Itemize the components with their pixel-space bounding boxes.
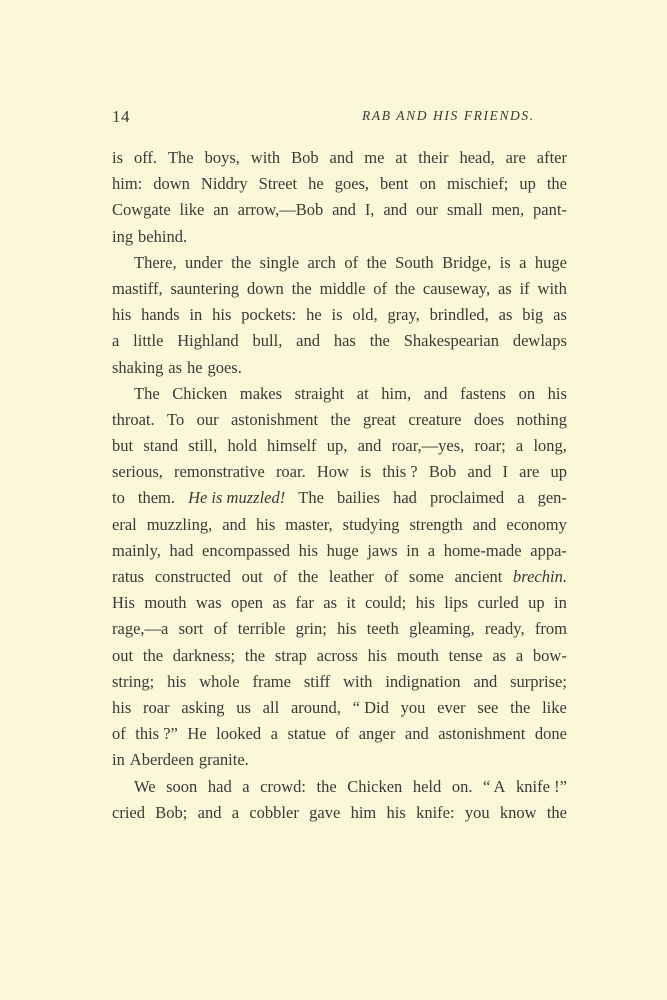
word: on xyxy=(419,174,436,194)
word: and xyxy=(357,436,382,456)
word: mouth xyxy=(144,593,187,613)
word: across xyxy=(316,645,358,665)
word: teeth xyxy=(366,619,399,639)
word: in xyxy=(406,540,420,560)
word: roar,—yes, xyxy=(391,436,465,456)
word: the xyxy=(366,252,387,272)
word: Street xyxy=(258,174,298,194)
word: his xyxy=(256,514,276,534)
word: men, xyxy=(491,200,525,220)
word: Highland xyxy=(177,331,239,351)
word: after xyxy=(536,148,567,167)
word: and xyxy=(473,671,498,691)
word: Bob xyxy=(428,462,457,482)
word: a xyxy=(231,802,240,822)
word: Cowgate xyxy=(112,200,171,220)
word: he xyxy=(306,305,322,325)
word: Bridge, xyxy=(442,252,492,272)
text-line xyxy=(112,747,567,773)
text-line xyxy=(112,485,567,511)
word: like xyxy=(542,697,567,717)
word: ancient xyxy=(454,567,503,586)
word: stiff xyxy=(303,671,331,691)
word: He xyxy=(187,724,207,744)
word: of xyxy=(373,278,388,298)
word: Chicken xyxy=(172,383,228,403)
word: middle xyxy=(319,278,366,298)
word: bow- xyxy=(532,645,567,665)
word: him xyxy=(350,802,377,822)
word: still, xyxy=(188,436,218,456)
word: a xyxy=(515,436,524,456)
text-line xyxy=(112,302,567,328)
word: causeway, xyxy=(422,278,491,298)
word: darkness; xyxy=(172,645,236,665)
word: sort xyxy=(178,619,204,639)
word: a xyxy=(242,776,250,796)
word: Chicken xyxy=(347,776,403,796)
word: the xyxy=(546,802,567,822)
word: had xyxy=(393,488,417,508)
word: at xyxy=(356,383,369,403)
word: cobbler xyxy=(249,802,299,822)
word: remonstrative xyxy=(174,462,265,482)
word: master, xyxy=(285,514,333,534)
word: down xyxy=(153,174,190,194)
word: goes, xyxy=(334,174,370,194)
word: up xyxy=(550,462,567,482)
word: bailies xyxy=(336,488,381,508)
text-line xyxy=(112,564,567,590)
word: had xyxy=(169,540,194,560)
word: them. xyxy=(137,488,176,508)
word: and xyxy=(329,148,354,167)
word: off. xyxy=(133,148,158,167)
text-line xyxy=(112,224,567,250)
word: constructed xyxy=(154,567,231,586)
word: know xyxy=(499,802,537,822)
word: up xyxy=(519,174,536,194)
text-line xyxy=(112,328,567,354)
word: strap xyxy=(274,645,307,665)
word: and xyxy=(472,514,497,534)
word: as xyxy=(497,278,512,298)
word: with xyxy=(250,148,281,167)
word: his xyxy=(112,305,132,325)
word: has xyxy=(333,331,356,351)
word: all xyxy=(262,697,280,717)
word: his xyxy=(547,383,567,403)
word: jaws xyxy=(367,540,398,560)
word: small xyxy=(446,200,483,220)
word: ready, xyxy=(484,619,525,639)
word: his xyxy=(367,645,387,665)
word: straight xyxy=(294,383,345,403)
word: mastiff, xyxy=(112,278,163,298)
word: down xyxy=(247,278,284,298)
word: gleaming, xyxy=(409,619,475,639)
word: out xyxy=(112,645,134,665)
word: The xyxy=(167,148,194,167)
word: a xyxy=(112,331,120,351)
word: hands xyxy=(141,305,180,325)
word: I xyxy=(502,462,508,482)
word: is xyxy=(331,305,343,325)
text-line xyxy=(112,590,567,616)
word: to xyxy=(112,488,125,508)
word: as xyxy=(498,305,513,325)
word: does xyxy=(473,409,505,429)
word: His xyxy=(112,593,135,613)
word: bull, xyxy=(252,331,283,351)
word: fastens xyxy=(460,383,506,403)
word: like xyxy=(179,200,205,220)
word: a xyxy=(519,252,527,272)
word: How xyxy=(316,462,349,482)
word: see xyxy=(477,697,499,717)
word: the xyxy=(330,409,351,429)
word: South xyxy=(395,252,434,272)
word: some xyxy=(409,567,444,586)
word: the xyxy=(316,776,337,796)
word: a xyxy=(515,645,524,665)
running-head xyxy=(112,107,567,131)
word: anger xyxy=(358,724,396,744)
word: head, xyxy=(459,148,495,167)
word: in xyxy=(189,305,203,325)
word: pant- xyxy=(533,200,567,220)
text-line xyxy=(112,721,567,747)
word: appa- xyxy=(530,540,567,560)
body-text xyxy=(112,145,567,826)
word: his xyxy=(167,671,187,691)
page-number: 14 xyxy=(112,107,130,126)
text-line xyxy=(112,433,567,459)
word: and xyxy=(383,200,408,220)
word: dewlaps xyxy=(512,331,567,351)
word: proclaimed xyxy=(429,488,505,508)
word: Bob; xyxy=(155,802,188,822)
word: mouth xyxy=(396,645,439,665)
text-line xyxy=(112,512,567,538)
word: you xyxy=(400,697,426,717)
text-line xyxy=(112,381,567,407)
word: looked xyxy=(216,724,262,744)
word: muzzling, xyxy=(146,514,213,534)
word: gray, xyxy=(387,305,420,325)
word: strength xyxy=(409,514,463,534)
word: ratus xyxy=(112,567,145,586)
word: little xyxy=(133,331,164,351)
word: us xyxy=(236,697,251,717)
word: and xyxy=(404,724,429,744)
word: are xyxy=(519,462,540,482)
word: old, xyxy=(352,305,378,325)
word: pockets: xyxy=(241,305,297,325)
word: he xyxy=(308,174,324,194)
word: throat. xyxy=(112,409,155,429)
word: tense xyxy=(448,645,483,665)
word: statue xyxy=(287,724,326,744)
word: this ?” xyxy=(135,724,178,744)
word: rage,—a xyxy=(112,619,169,639)
text-line xyxy=(112,197,567,223)
word: I, xyxy=(364,200,375,220)
text-line xyxy=(112,145,567,171)
word: arrow,—Bob xyxy=(237,200,324,220)
word: “ A xyxy=(483,776,506,796)
word: eral xyxy=(112,514,137,534)
word: up xyxy=(528,593,545,613)
word: himself xyxy=(267,436,317,456)
word: his xyxy=(386,802,406,822)
word: the xyxy=(231,252,252,272)
word: bent xyxy=(380,174,409,194)
word: granite. xyxy=(198,750,249,770)
word: at xyxy=(395,148,408,167)
word: makes xyxy=(239,383,283,403)
word: knife: xyxy=(416,802,455,822)
word: shaking xyxy=(112,357,164,377)
word: our xyxy=(416,200,439,220)
word: of xyxy=(112,724,126,744)
word: nothing xyxy=(516,409,567,429)
word: you xyxy=(464,802,490,822)
word: of xyxy=(384,567,399,586)
word: encompassed xyxy=(202,540,291,560)
word: up, xyxy=(326,436,348,456)
word: in xyxy=(112,750,125,770)
word: astonishment xyxy=(230,409,319,429)
word: There, xyxy=(134,252,177,272)
word: roar. xyxy=(275,462,306,482)
text-line xyxy=(112,774,567,800)
word: arch xyxy=(307,252,336,272)
word: roar; xyxy=(474,436,506,456)
word: as xyxy=(272,593,287,613)
word: sauntering xyxy=(170,278,240,298)
word: of xyxy=(344,252,359,272)
word: roar xyxy=(143,697,170,717)
word: the xyxy=(546,174,567,194)
word: hold xyxy=(227,436,257,456)
word: leather xyxy=(328,567,374,586)
word: his xyxy=(112,697,132,717)
word: the xyxy=(369,331,390,351)
word: studying xyxy=(342,514,400,534)
word: a xyxy=(517,488,525,508)
word: the xyxy=(244,645,266,665)
word: We xyxy=(134,776,156,796)
word: held xyxy=(412,776,442,796)
word: He is muzzled! xyxy=(188,488,286,508)
word: the xyxy=(142,645,164,665)
word: indignation xyxy=(385,671,461,691)
word: around, xyxy=(290,697,341,717)
word: as xyxy=(168,357,183,377)
word: but xyxy=(112,436,134,456)
word: and xyxy=(222,514,247,534)
word: the xyxy=(510,697,531,717)
word: To xyxy=(167,409,185,429)
word: out xyxy=(241,567,263,586)
word: me xyxy=(364,148,385,167)
word: his xyxy=(298,540,318,560)
word: grin; xyxy=(295,619,327,639)
word: of xyxy=(335,724,350,744)
word: terrible xyxy=(237,619,286,639)
word: done xyxy=(534,724,567,744)
word: mischief; xyxy=(446,174,509,194)
word: open xyxy=(230,593,264,613)
word: curled xyxy=(477,593,519,613)
word: a xyxy=(270,724,278,744)
word: as xyxy=(323,593,338,613)
text-line xyxy=(112,407,567,433)
word: his xyxy=(337,619,357,639)
word: big xyxy=(522,305,544,325)
word: boys, xyxy=(204,148,240,167)
text-line xyxy=(112,695,567,721)
word: surprise; xyxy=(510,671,567,691)
text-line xyxy=(112,538,567,564)
word: home-made xyxy=(443,540,522,560)
word: The xyxy=(134,383,160,403)
word: it xyxy=(346,593,356,613)
word: of xyxy=(273,567,288,586)
word: the xyxy=(394,278,416,298)
word: the xyxy=(297,567,319,586)
word: economy xyxy=(506,514,567,534)
word: our xyxy=(196,409,219,429)
word: him: xyxy=(112,174,143,194)
word: soon xyxy=(166,776,198,796)
word: mainly, xyxy=(112,540,161,560)
word: and xyxy=(423,383,448,403)
word: frame xyxy=(252,671,291,691)
word: and xyxy=(296,331,320,351)
word: as xyxy=(553,305,567,325)
word: Aberdeen xyxy=(129,750,194,770)
word: ing xyxy=(112,226,134,246)
word: and xyxy=(332,200,356,220)
word: his xyxy=(212,305,232,325)
word: Shakespearian xyxy=(403,331,499,351)
word: ever xyxy=(437,697,466,717)
word: him, xyxy=(381,383,412,403)
word: as xyxy=(492,645,507,665)
word: gen- xyxy=(537,488,567,508)
word: whole xyxy=(199,671,240,691)
word: huge xyxy=(326,540,359,560)
word: in xyxy=(554,593,567,613)
word: and xyxy=(197,802,222,822)
word: Niddry xyxy=(200,174,248,194)
word: lips xyxy=(444,593,469,613)
word: gave xyxy=(309,802,341,822)
text-line xyxy=(112,800,567,826)
word: this ? xyxy=(382,462,418,482)
word: with xyxy=(343,671,373,691)
word: is xyxy=(112,148,124,167)
running-title: RAB AND HIS FRIENDS. xyxy=(362,108,535,123)
word: string; xyxy=(112,671,155,691)
word: and xyxy=(467,462,492,482)
word: from xyxy=(534,619,567,639)
word: creature xyxy=(408,409,462,429)
text-line xyxy=(112,669,567,695)
word: their xyxy=(418,148,449,167)
word: “ Did xyxy=(352,697,389,717)
text-line xyxy=(112,276,567,302)
text-line xyxy=(112,616,567,642)
word: huge xyxy=(534,252,567,272)
word: the xyxy=(291,278,312,298)
word: cried xyxy=(112,802,145,822)
word: was xyxy=(195,593,222,613)
word: his xyxy=(415,593,435,613)
text-line xyxy=(112,250,567,276)
word: an xyxy=(213,200,229,220)
word: of xyxy=(213,619,228,639)
word: brechin. xyxy=(513,567,567,586)
text-line xyxy=(112,643,567,669)
word: far xyxy=(295,593,314,613)
word: if xyxy=(519,278,530,298)
word: behind. xyxy=(138,226,188,246)
word: The xyxy=(298,488,324,508)
word: astonishment xyxy=(438,724,526,744)
word: with xyxy=(537,278,567,298)
word: brindled, xyxy=(429,305,489,325)
word: goes. xyxy=(207,357,242,377)
word: crowd: xyxy=(260,776,306,796)
word: single xyxy=(259,252,300,272)
word: stand xyxy=(143,436,179,456)
word: he xyxy=(186,357,203,377)
text-line xyxy=(112,459,567,485)
word: Bob xyxy=(291,148,319,167)
word: great xyxy=(363,409,396,429)
word: long, xyxy=(533,436,567,456)
word: could; xyxy=(364,593,407,613)
text-line xyxy=(112,171,567,197)
text-line xyxy=(112,355,567,381)
word: had xyxy=(207,776,232,796)
word: is xyxy=(499,252,511,272)
word: is xyxy=(360,462,372,482)
word: under xyxy=(185,252,223,272)
word: on. xyxy=(451,776,473,796)
word: are xyxy=(505,148,526,167)
word: knife !” xyxy=(516,776,567,796)
word: a xyxy=(427,540,436,560)
word: asking xyxy=(181,697,225,717)
word: serious, xyxy=(112,462,163,482)
word: on xyxy=(518,383,536,403)
